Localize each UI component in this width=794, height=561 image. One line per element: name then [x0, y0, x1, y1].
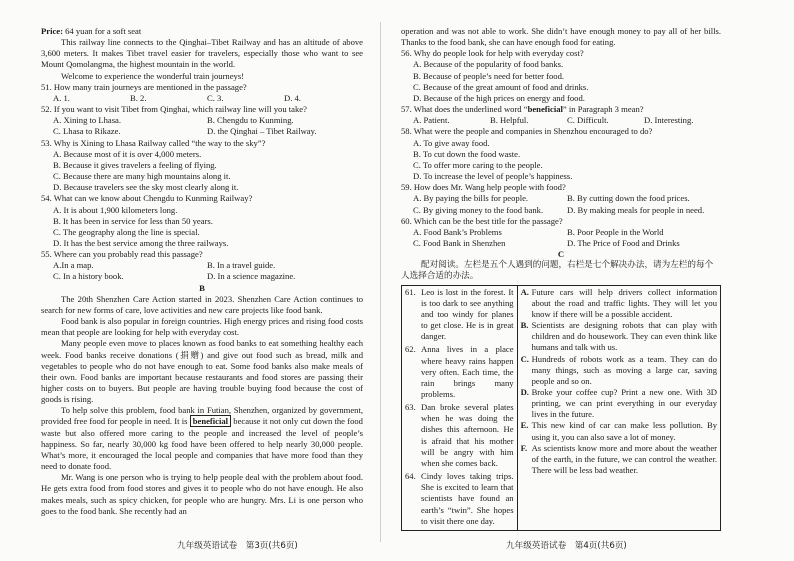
option: B. Chengdu to Kunming. — [207, 115, 294, 126]
option: B. It has been in service for less than 50 years. — [53, 215, 213, 226]
question-60-options-row-2 — [401, 238, 721, 249]
option: A.In a map. — [53, 260, 94, 271]
item-text: This new kind of car can make less pollution. By using it, you can also save a lot of money. — [531, 420, 717, 442]
matching-table — [401, 285, 721, 531]
option: D. The Price of Food and Drinks — [567, 237, 680, 248]
option: C. In a history book. — [53, 271, 124, 282]
item-letter: E. — [520, 420, 529, 431]
option: C. Lhasa to Rikaze. — [53, 126, 121, 137]
option: B. Helpful. — [490, 115, 529, 126]
question-59: 59. How does Mr. Wang help people with food? — [401, 182, 566, 193]
list-item — [405, 287, 514, 343]
item-letter: A. — [520, 286, 529, 297]
option: A. Food Bank’s Problems — [413, 226, 502, 237]
price-line — [41, 26, 363, 37]
paragraph-text: To help solve this problem, food bank in Futian, Shenzhen, organized by government, provided free food for people in need. It is — [41, 405, 363, 427]
passage-b-continuation: operation and was not able to work. She didn’t have enough money to pay all of her bills. Thanks to the food bank, she can have enough food for eating. — [401, 26, 721, 48]
section-c-instructions: 配对阅读。左栏是五个人遇到的问题，右栏是七个解决办法，请为左栏的每个人选择合适的办法。 — [401, 260, 714, 282]
intro-paragraph-1: This railway line connects to the Qinghai–Tibet Railway and has an altitude of above 3,600 meters. It makes Tibet travel easier for travelers, especially those who want to see Mount Qomolangma, the highest mountain in the world. — [41, 37, 363, 70]
question-55-options-row-1 — [41, 260, 363, 271]
question-53: 53. Why is Xining to Lhasa Railway called “the way to the sky”? — [41, 137, 266, 148]
option: C. Because there are many high mountains along it. — [53, 171, 231, 182]
option: D. the Qinghai – Tibet Railway. — [207, 126, 317, 137]
option: B. 2. — [130, 92, 147, 103]
option: D. Because travelers see the sky most clearly along it. — [53, 182, 239, 193]
option: D. Because of the high prices on energy and food. — [413, 92, 585, 103]
option: B. Because it gives travelers a feeling of flying. — [53, 159, 217, 170]
question-60-options-row-1 — [401, 227, 721, 238]
passage-b-paragraph-1: The 20th Shenzhen Care Action started in 2023. Shenzhen Care Action continues to search for new forms of care, love activities and new care projects like food bank. — [41, 293, 363, 315]
list-item — [521, 387, 717, 420]
passage-b-paragraph-4 — [41, 405, 363, 472]
question-57 — [401, 104, 721, 115]
question-52-options-row-2 — [41, 126, 363, 137]
option: D. By making meals for people in need. — [567, 204, 705, 215]
item-letter: D. — [520, 387, 529, 397]
question-52-options-row-1 — [41, 115, 363, 126]
option: C. The geography along the line is special. — [53, 226, 200, 237]
option: C. By giving money to the food bank. — [413, 204, 544, 215]
solutions-column — [517, 285, 720, 530]
option: B. To cut down the food waste. — [413, 148, 521, 159]
question-51: 51. How many train journeys are mentioned in the passage? — [41, 81, 247, 92]
option: C. Food Bank in Shenzhen — [413, 237, 506, 248]
question-59-options-row-2 — [401, 205, 721, 216]
option: D. 4. — [284, 92, 301, 103]
option: A. It is about 1,900 kilometers long. — [53, 204, 178, 215]
question-55: 55. Where can you probably read this passage? — [41, 249, 203, 260]
item-text: Hundreds of robots work as a team. They can do many things, such as moving a large car, saving people and so on. — [531, 353, 717, 386]
question-57-options — [401, 115, 721, 126]
highlighted-word: beneficial — [190, 415, 231, 427]
list-item — [521, 287, 717, 320]
list-item — [521, 443, 717, 476]
item-number: 62. — [405, 344, 416, 355]
question-55-options-row-2 — [41, 271, 363, 282]
question-text: 57. What does the underlined word “ — [401, 104, 528, 115]
list-item — [405, 402, 514, 469]
passage-b-paragraph-3: Many people even move to places known as food banks to eat something healthy each week. Food banks receive donations (捐赠) and give out food such as bread, milk and vegetables to people who do not have enough to eat. Some food banks also make meals of their own. Food banks are important because restaurants and food stores are passing their higher costs on to buyers. But people are having trouble buying food because the cost of goods is rising. — [41, 338, 363, 405]
question-56: 56. Why do people look for help with everyday cost? — [401, 48, 584, 59]
page-footer-left: 九年级英语试卷 第3页(共6页) — [177, 541, 298, 551]
highlighted-word: beneficial — [527, 104, 563, 115]
option: A. Because of the popularity of food banks. — [413, 59, 564, 70]
list-item — [521, 320, 717, 353]
question-59-options-row-1 — [401, 193, 721, 204]
item-text: Dan broke several plates when he was doing the dishes this afternoon. He is afraid that his mother will be angry with him when she comes back. — [421, 402, 514, 468]
list-item — [521, 354, 717, 387]
page-footer-right: 九年级英语试卷 第4页(共6页) — [506, 541, 627, 551]
page-4-column — [401, 26, 721, 531]
option: D. It has the best service among the three railways. — [53, 237, 229, 248]
item-text: As scientists know more and more about the weather of the earth, in the future, we can control the weather. There will be less bad weather. — [531, 442, 717, 476]
item-text: Scientists are designing robots that can play with children and do housework. They can even think like humans and talk with us. — [531, 320, 717, 353]
paragraph-text: because it not only cut down the food waste but also offered more caring to the people and increased the level of people’s happiness. So far, nearly 30,000 kg food have been offered to help nearly 30,000 people. What’s more, it encouraged the local people and companies that have more food than they need to donate food. — [41, 416, 363, 472]
option: D. Interesting. — [644, 115, 694, 126]
option: A. To give away food. — [413, 137, 490, 148]
list-item — [405, 471, 514, 527]
item-number: 63. — [405, 402, 416, 413]
option: A. Xining to Lhasa. — [53, 115, 122, 126]
list-item — [521, 420, 717, 442]
item-text: Anna lives in a place where heavy rains happen very often. Each time, the rain brings many problems. — [421, 344, 514, 399]
option: B. By cutting down the food prices. — [567, 193, 690, 204]
option: D. In a science magazine. — [207, 271, 296, 282]
question-58: 58. What were the people and companies in Shenzhou encouraged to do? — [401, 126, 653, 137]
passage-b-paragraph-2: Food bank is also popular in foreign countries. High energy prices and rising food costs mean that people are looking for help with everyday cost. — [41, 316, 363, 338]
option: D. To increase the level of people’s happiness. — [413, 171, 573, 182]
item-text: Cindy loves taking trips. She is excited to learn that scientists have found an earth’s “twin”. She hopes to visit there one day. — [421, 471, 514, 526]
option: A. Patient. — [413, 115, 450, 126]
intro-paragraph-2: Welcome to experience the wonderful train journeys! — [61, 70, 245, 81]
item-text: Future cars will help drivers collect information about the road and traffic lights. They will let you know if there will be a possible accident. — [531, 286, 717, 319]
option: A. By paying the bills for people. — [413, 193, 529, 204]
question-54: 54. What can we know about Chengdu to Kunming Railway? — [41, 193, 253, 204]
question-52: 52. If you want to visit Tibet from Qinghai, which railway line will you take? — [41, 104, 307, 115]
option: C. Because of the great amount of food and drinks. — [413, 81, 589, 92]
item-text: Leo is lost in the forest. It is too dark to see anything and too windy for planes to get close. He is in great danger. — [421, 286, 514, 342]
section-b-heading: B — [199, 282, 205, 293]
question-text: ” in Paragraph 3 mean? — [562, 104, 644, 115]
item-letter: F. — [520, 442, 528, 453]
page-3-column — [41, 26, 363, 517]
option: C. To offer more caring to the people. — [413, 159, 543, 170]
item-number: 61. — [405, 286, 416, 297]
price-value: 64 yuan for a soft seat — [65, 26, 142, 36]
option: A. Because most of it is over 4,000 meters. — [53, 148, 202, 159]
option: B. Poor People in the World — [567, 226, 664, 237]
section-c-heading: C — [557, 249, 565, 260]
option: A. 1. — [53, 92, 70, 103]
passage-b-paragraph-5: Mr. Wang is one person who is trying to help people deal with the problem about food. He gets extra food from food stores and gives it to people who do not have enough. He also makes meals, such as spicy chicken, for people who are hungry. Mrs. Li is one person who goes to the food bank. She recently had an — [41, 472, 363, 516]
question-51-options — [41, 93, 363, 104]
list-item — [405, 344, 514, 400]
people-column — [402, 285, 518, 530]
item-text: Broke your coffee cup? Print a new one. With 3D printing, we can print everything in our everyday lives in the future. — [531, 387, 717, 420]
option: C. Difficult. — [567, 115, 609, 126]
page-divider — [380, 22, 381, 542]
option: C. 3. — [207, 92, 224, 103]
item-letter: C. — [520, 353, 529, 364]
option: B. Because of people’s need for better food. — [413, 70, 565, 81]
option: B. In a travel guide. — [207, 260, 276, 271]
item-number: 64. — [405, 471, 416, 482]
price-label: Price: — [41, 26, 63, 36]
item-letter: B. — [520, 320, 529, 331]
question-60: 60. Which can be the best title for the passage? — [401, 215, 563, 226]
